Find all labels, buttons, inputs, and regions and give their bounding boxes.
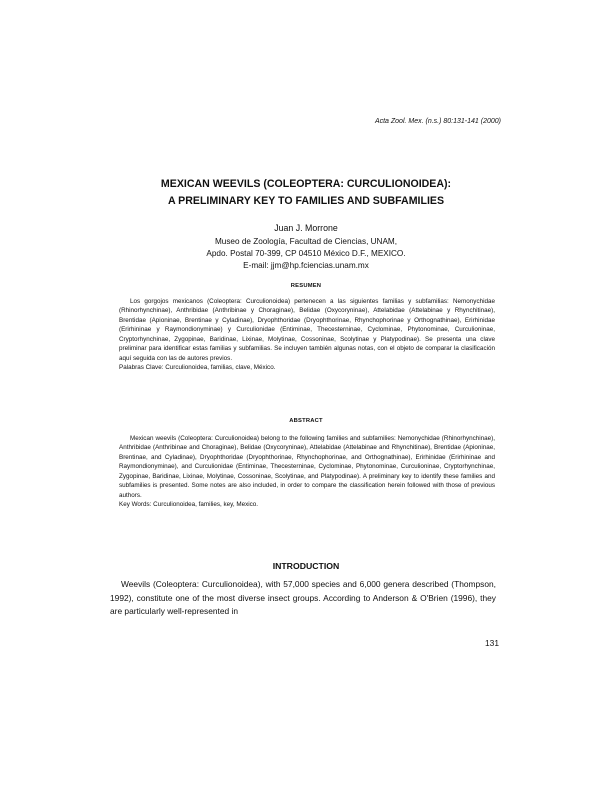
resumen-text: Los gorgojos mexicanos (Coleoptera: Curculionoidea) pertenecen a las siguientes familias y subfamilias: Nemonychidae (Rhinorhynchinae), Anthribidae (Anthribinae y Choraginae), Belidae (Oxycoryninae), Attelabidae (Attelabinae y Rhynchitinae), Brentidae (Apioninae, Brentinae y Cyladinae), Dryophthoridae (Dryophthorinae, Rhynchophorinae y Orthognathinae), Erirhinidae (Erirhininae y Raymondionyminae) y Curculionidae (Entiminae, Thecesterninae, Cyclominae, Phytonominae, Curculioninae, Cryptorhynchinae, Zygopinae, Baridinae, Lixinae, Molytinae, Cossoninae, Scolytinae y Platypodinae). Se presenta una clave preliminar para identificar estas familias y subfamilias. Se incluyen también algunas notas, con el objeto de comparar la clasificación aquí seguida con las de autores previos.: [119, 298, 495, 362]
author-affiliation-1: Museo de Zoología, Facultad de Ciencias, UNAM,: [214, 237, 398, 246]
paper-title-line-1: MEXICAN WEEVILS (COLEOPTERA: CURCULIONOIDEA):: [160, 178, 452, 190]
resumen-heading: RESUMEN: [290, 283, 322, 289]
author-block: [150, 222, 462, 272]
author-email: E-mail: jjm@hp.fciencias.unam.mx: [243, 261, 369, 270]
paper-title-line-2: A PRELIMINARY KEY TO FAMILIES AND SUBFAMILIES: [167, 195, 445, 207]
abstract-heading: ABSTRACT: [289, 418, 323, 424]
abstract-text: Mexican weevils (Coleoptera: Curculionoidea) belong to the following families and subfamilies: Nemonychidae (Rhinorhynchinae), Anthribidae (Anthribinae and Choraginae), Belidae (Oxycoryninae), Attelabidae (Attelabinae and Rhynchitinae), Brentidae (Apioninae, Brentinae, and Cyladinae), Dryophthoridae (Dryophthorinae, Rhynchophorinae, and Orthognathinae), Erirhinidae (Erirhininae and Raymondionyminae), and Curculionidae (Entiminae, Thecesterninae, Cyclominae, Phytonominae, Curculioninae, Cryptorhynchinae, Zygopinae, Baridinae, Lixinae, Molytinae, Cossoninae, Scolytinae, and Platypodinae). A preliminary key to identify these families and subfamilies is presented. Some notes are also included, in order to compare the classification herein followed with those of previous authors.: [119, 435, 495, 499]
author-affiliation-2: Apdo. Postal 70-399, CP 04510 México D.F., MEXICO.: [206, 249, 406, 258]
paper-title: [120, 176, 492, 210]
journal-citation: Acta Zool. Mex. (n.s.) 80:131-141 (2000): [374, 118, 501, 125]
introduction-text: Weevils (Coleoptera: Curculionoidea), with 57,000 species and 6,000 genera described (Thompson, 1992), constitute one of the most diverse insect groups. According to Anderson & O'Brien (1996), they are particularly well-represented in: [110, 579, 496, 616]
resumen-section: [119, 297, 495, 373]
abstract-keywords: Key Words: Curculionoidea, families, key, Mexico.: [119, 501, 259, 509]
introduction-heading: INTRODUCTION: [272, 561, 340, 571]
page-number: 131: [485, 638, 499, 648]
author-name: Juan J. Morrone: [274, 223, 338, 233]
abstract-section: [119, 434, 495, 510]
resumen-keywords: Palabras Clave: Curculionoidea, familias, clave, México.: [119, 364, 276, 372]
